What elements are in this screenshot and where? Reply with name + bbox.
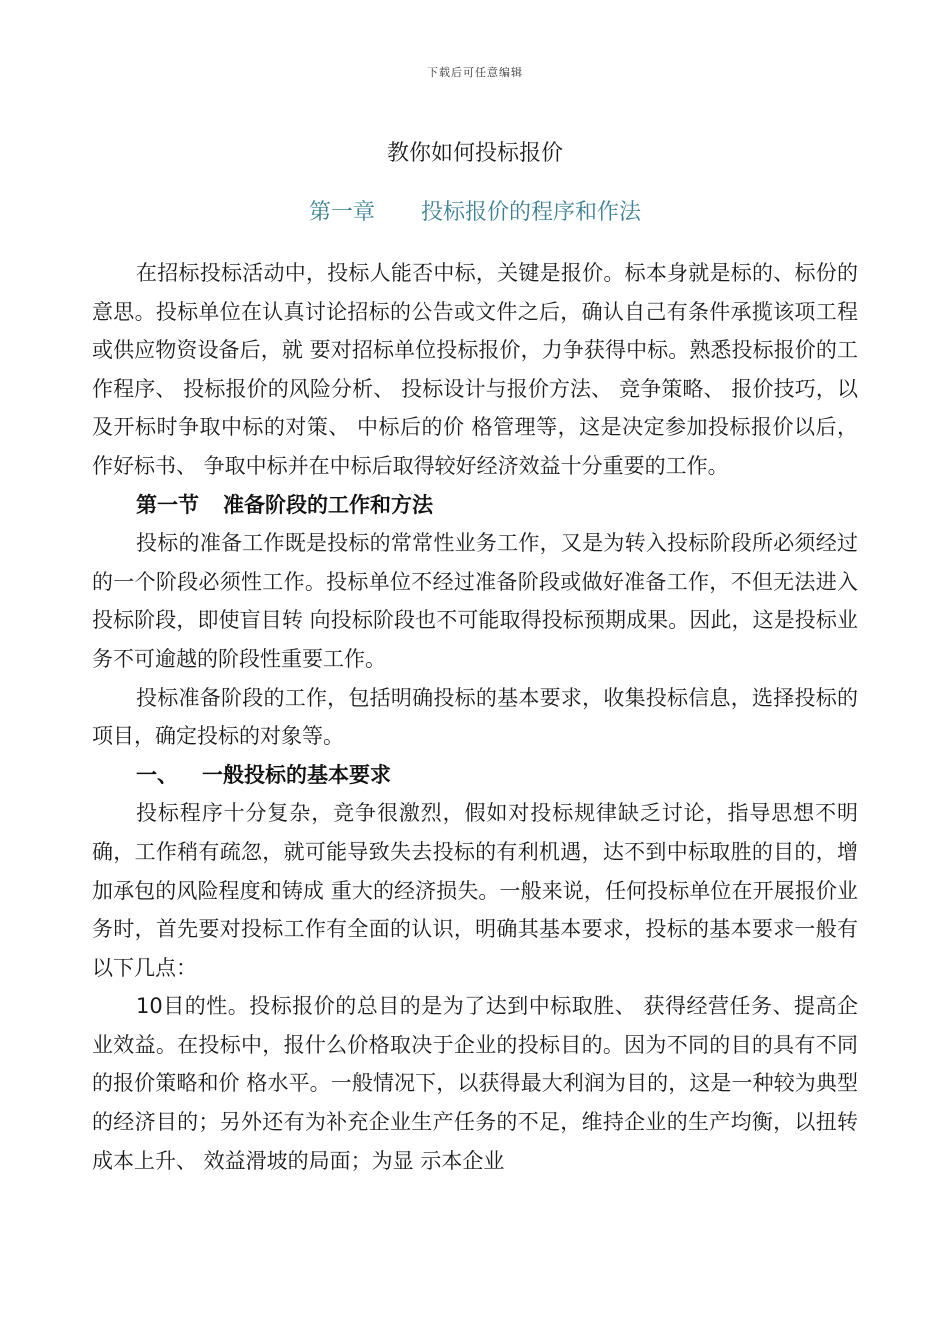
subsection-number: 一、	[136, 762, 178, 787]
chapter-number: 第一章	[308, 200, 375, 225]
section-name: 准备阶段的工作和方法	[223, 492, 433, 517]
document-title: 教你如何投标报价	[386, 141, 563, 166]
paragraph-preparation-scope: 投标准备阶段的工作，包括明确投标的基本要求，收集投标信息，选择投标的项目，确定投标的对象等。	[92, 685, 858, 749]
paragraph-purpose: 10目的性。投标报价的总目的是为了达到中标取胜、 获得经营任务、提高企业效益。在投标中，报什么价格取决于企业的投标目的。因为不同的目的具有不同的报价策略和价 格水平。一般情况下，以获得最大利润为目的，这是一种较为典型的经济目的；另外还有为补充企业生产任务的不足，维持企业的生产均衡，以扭转成本上升、 效益滑坡的局面；为显 示本企业	[92, 994, 858, 1173]
paragraph-preparation: 投标的准备工作既是投标的常常性业务工作，又是为转入投标阶段所必须经过的一个阶段必须性工作。投标单位不经过准备阶段或做好准备工作，不但无法进入投标阶段，即使盲目转 向投标阶段也不可能取得投标预期成果。因此，这是投标业务不可逾越的阶段性重要工作。	[92, 531, 858, 671]
header-note: 下载后可任意编辑	[427, 66, 523, 79]
chapter-name: 投标报价的程序和作法	[421, 200, 642, 225]
subsection-name: 一般投标的基本要求	[202, 762, 391, 787]
chapter-title	[0, 195, 950, 226]
paragraph-requirements: 投标程序十分复杂，竞争很激烈，假如对投标规律缺乏讨论，指导思想不明确，工作稍有疏忽，就可能导致失去投标的有利机遇，达不到中标取胜的目的，增加承包的风险程度和铸成 重大的经济损失。一般来说，任何投标单位在开展报价业务时，首先要对投标工作有全面的认识，明确其基本要求，投标的基本要求一般有以下几点：	[92, 801, 858, 980]
document-body	[92, 254, 858, 1180]
section-number: 第一节	[136, 492, 199, 517]
section-heading	[92, 486, 858, 525]
subsection-heading	[92, 756, 858, 795]
paragraph-intro: 在招标投标活动中，投标人能否中标，关键是报价。标本身就是标的、标份的意思。投标单位在认真讨论招标的公告或文件之后，确认自己有条件承揽该项工程或供应物资设备后，就 要对招标单位投标报价，力争获得中标。熟悉投标报价的工作程序、 投标报价的风险分析、 投标设计与报价方法、 竞争策略、 报价技巧，以及开标时争取中标的对策、 中标后的价 格管理等，这是决定参加投标报价以后，作好标书、 争取中标并在中标后取得较好经济效益十分重要的工作。	[92, 261, 858, 478]
